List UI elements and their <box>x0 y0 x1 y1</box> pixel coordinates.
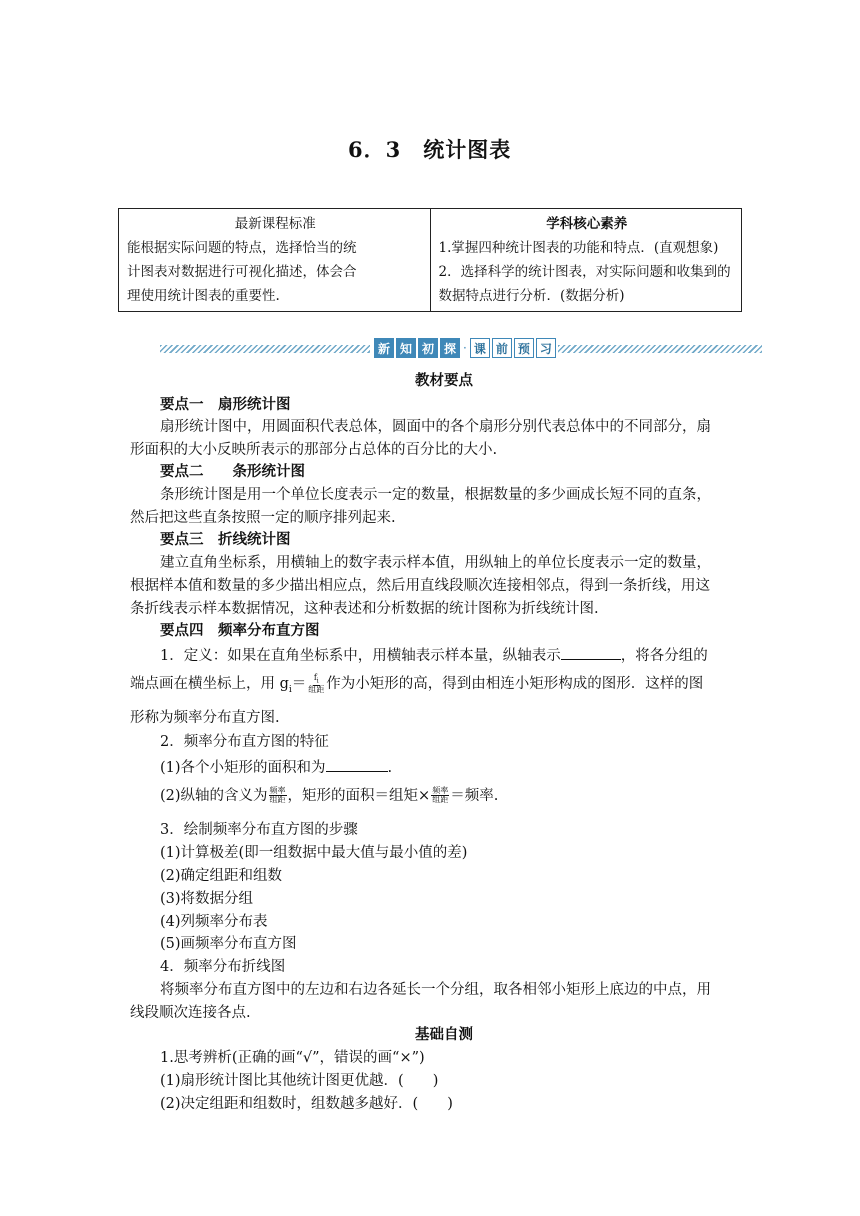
feature-text: ＝频率. <box>450 787 499 804</box>
core-literacy-line: 2．选择科学的统计图表，对实际问题和收集到的 <box>438 264 731 280</box>
step-item: (3)将数据分组 <box>160 891 254 907</box>
point4-heading: 要点四 频率分布直方图 <box>160 622 320 639</box>
question-item: (2)决定组距和组数时，组数越多越好．( ) <box>160 1096 453 1112</box>
feature-text: (1)各个小矩形的面积和为 <box>160 760 326 776</box>
answer-blank <box>326 759 388 772</box>
point3-line: 条折线表示样本数据情况，这种表述和分析数据的统计图称为折线统计图. <box>130 601 599 617</box>
course-standards-header: 最新课程标准 <box>234 216 316 232</box>
section-heading-self-test: 基础自测 <box>415 1026 473 1043</box>
definition-text: 1．定义：如果在直角坐标系中，用横轴表示样本量，纵轴表示 <box>160 648 561 664</box>
banner-stripe-left <box>160 345 370 353</box>
banner-dot: · <box>463 341 467 355</box>
core-literacy-line: 1.掌握四种统计图表的功能和特点．(直观想象) <box>438 240 719 256</box>
course-standards-line: 能根据实际问题的特点，选择恰当的统 <box>127 240 357 256</box>
fraction-denominator: 组距 <box>269 795 286 805</box>
page-title: 6．3 统计图表 <box>348 137 512 162</box>
point2-line: 然后把这些直条按照一定的顺序排列起来. <box>130 510 396 526</box>
standards-table <box>118 208 742 312</box>
fraction-denominator: 组距 <box>432 795 449 805</box>
step-item: (4)列频率分布表 <box>160 914 268 930</box>
definition-text: ，将各分组的 <box>620 648 708 664</box>
numerator-subscript: i <box>316 677 319 685</box>
course-standards-line: 理使用统计图表的重要性. <box>127 288 280 304</box>
point3-line: 建立直角坐标系，用横轴上的数字表示样本值，用纵轴上的单位长度表示一定的数量， <box>160 555 711 571</box>
point1-heading: 要点一 扇形统计图 <box>160 396 291 413</box>
fraction-fi-over-width <box>307 674 325 694</box>
answer-blank <box>561 647 621 660</box>
features-heading: 2．频率分布直方图的特征 <box>160 734 329 750</box>
definition-text: 作为小矩形的高，得到由相连小矩形构成的图形．这样的图 <box>326 676 704 693</box>
point1-line: 扇形统计图中，用圆面积代表总体，圆面中的各个扇形分别代表总体中的不同部分，扇 <box>160 419 711 435</box>
banner-char: 初 <box>418 338 438 358</box>
banner-stripe-right <box>558 345 762 353</box>
point2-line: 条形统计图是用一个单位长度表示一定的数量，根据数量的多少画成长短不同的直条， <box>160 487 711 503</box>
banner-char: 预 <box>514 338 534 358</box>
banner-char: 探 <box>440 338 460 358</box>
course-standards-cell <box>119 209 431 312</box>
definition-text: 端点画在横坐标上，用 g <box>130 676 289 693</box>
section-heading-materials: 教材要点 <box>415 372 473 389</box>
feature-text: ，矩形的面积＝组矩× <box>287 787 431 804</box>
subscript: i <box>288 685 292 696</box>
banner-char: 习 <box>536 338 556 358</box>
feature-text: . <box>387 760 393 776</box>
banner-char: 知 <box>396 338 416 358</box>
step-item: (2)确定组距和组数 <box>160 868 283 884</box>
fraction-numerator: 频率 <box>432 786 449 795</box>
definition-line <box>130 674 703 695</box>
course-standards-line: 计图表对数据进行可视化描述，体会合 <box>127 264 357 280</box>
point2-heading: 要点二 条形统计图 <box>160 463 305 480</box>
point1-line: 形面积的大小反映所表示的那部分占总体的百分比的大小. <box>130 442 498 458</box>
fraction-frequency-over-width <box>431 787 449 805</box>
feature-item <box>160 759 392 776</box>
point3-line: 根据样本值和数量的多少描出相应点，然后用直线段顺次连接相邻点，得到一条折线，用这 <box>130 578 710 594</box>
banner-char: 课 <box>470 338 490 358</box>
question: 1.思考辨析(正确的画“√”，错误的画“×”) <box>160 1050 425 1066</box>
core-literacy-cell <box>430 209 742 312</box>
polyline-heading: 4．频率分布折线图 <box>160 959 286 975</box>
core-literacy-line: 数据特点进行分析．(数据分析) <box>438 288 625 304</box>
banner-char: 前 <box>492 338 512 358</box>
polyline-line: 线段顺次连接各点. <box>130 1005 251 1021</box>
banner-badges <box>374 338 556 358</box>
steps-heading: 3．绘制频率分布直方图的步骤 <box>160 822 358 838</box>
question-item: (1)扇形统计图比其他统计图更优越．( ) <box>160 1073 439 1089</box>
equals-sign: ＝ <box>291 676 307 693</box>
fraction-numerator: 频率 <box>269 786 286 795</box>
definition-line: 形称为频率分布直方图. <box>130 710 280 726</box>
fraction-denominator: 组距 <box>308 684 325 694</box>
section-banner <box>160 338 762 360</box>
core-literacy-header: 学科核心素养 <box>546 216 628 232</box>
definition-line <box>160 647 708 664</box>
point3-heading: 要点三 折线统计图 <box>160 531 291 548</box>
numerator-text: f <box>313 673 317 682</box>
feature-item <box>160 787 498 805</box>
step-item: (1)计算极差(即一组数据中最大值与最小值的差) <box>160 845 468 861</box>
feature-text: (2)纵轴的含义为 <box>160 787 268 804</box>
banner-char: 新 <box>374 338 394 358</box>
polyline-line: 将频率分布直方图中的左边和右边各延长一个分组，取各相邻小矩形上底边的中点，用 <box>160 982 711 998</box>
fraction-frequency-over-width <box>269 787 287 805</box>
step-item: (5)画频率分布直方图 <box>160 936 297 952</box>
